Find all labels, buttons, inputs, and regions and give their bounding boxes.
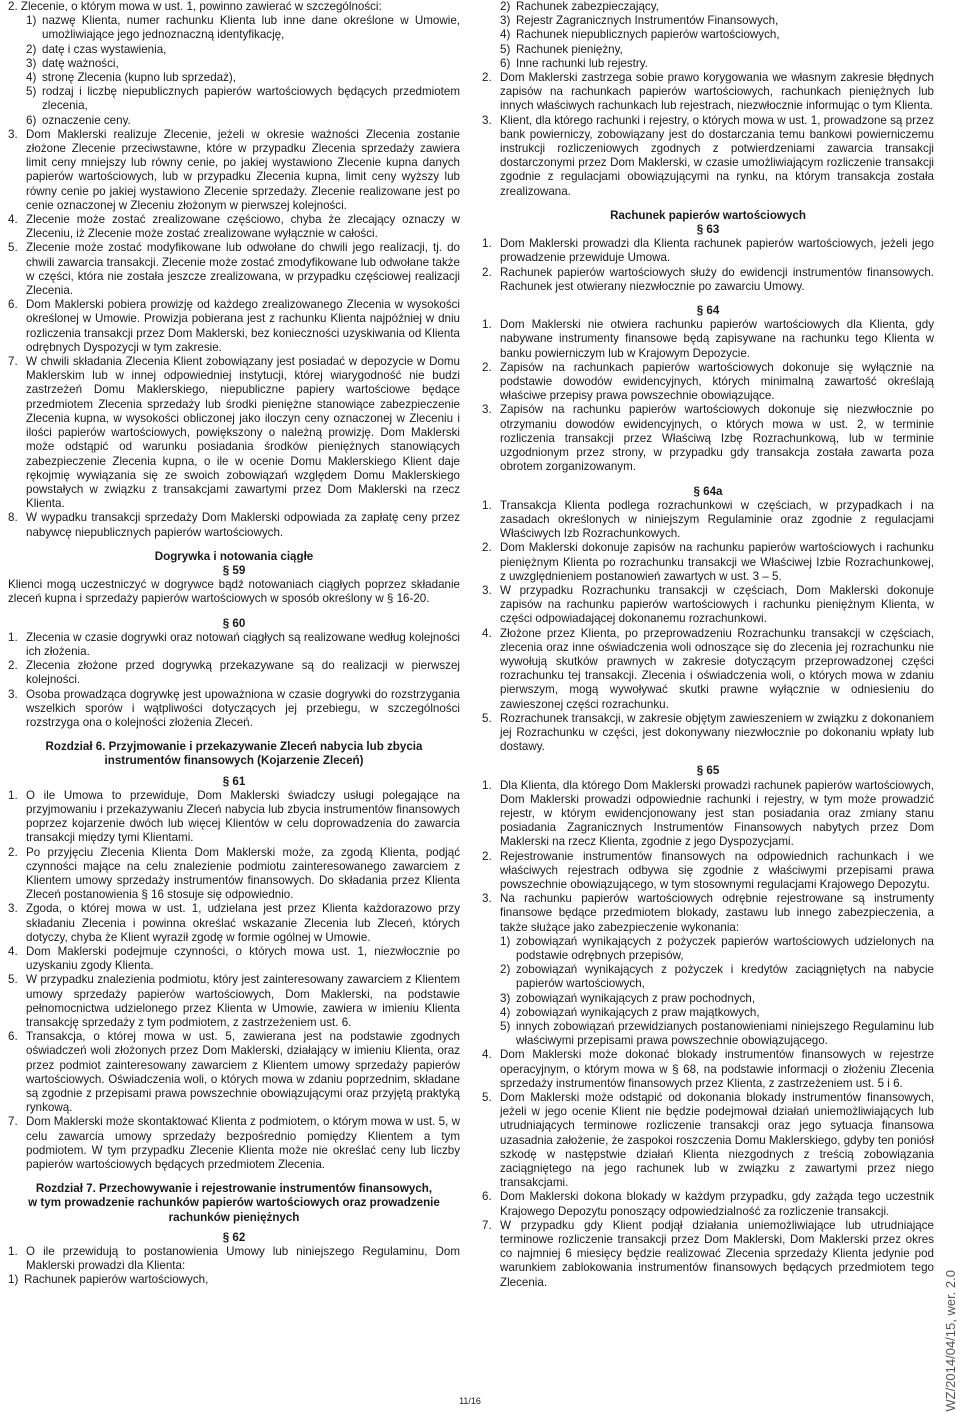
item-number: 5. bbox=[8, 973, 18, 987]
list-item bbox=[8, 355, 460, 511]
item-number: 2. bbox=[482, 71, 492, 85]
list-item bbox=[482, 499, 934, 542]
item-number: 5. bbox=[482, 1091, 492, 1105]
section-63-items bbox=[482, 237, 934, 294]
list-item bbox=[8, 128, 460, 213]
list-item bbox=[482, 1190, 934, 1218]
list-item bbox=[8, 511, 460, 539]
item-text: Dom Maklerski pobiera prowizję od każdego zrealizowanego Zlecenia w wysokości określonej w Umowie. Prowizja pobierana jest z rachunku Klienta najpóźniej w dniu rozliczenia transakcji przez Dom Maklerski, bez konieczności uzyskiwania od Klienta odrębnych Dyspozycji w tym zakresie. bbox=[26, 298, 460, 354]
sub-list-item bbox=[500, 43, 934, 57]
item-number: 3. bbox=[482, 403, 492, 417]
item-text: Dom Maklerski prowadzi dla Klienta rachunek papierów wartościowych, jeżeli jego prowadzenie przewiduje Umowa. bbox=[500, 237, 934, 265]
item-text: Dom Maklerski realizuje Zlecenie, jeżeli w okresie ważności Zlecenia zostanie złożone Zlecenie przeciwstawne, które w przypadku Zlecenia sprzedaży zawiera limit ceny mniejszy lub równy cenie, po jakiej wystawiono Zlecenie kupna danych papierów wartościowych, lub w przypadku Zlecenia kupna, limit ceny wyższy lub równy cenie po jakiej wystawiono Zlecenie sprzedaży. Zlecenie realizowane jest po cenie oznaczonej w Zleceniu złożonym w pierwszej kolejności. bbox=[26, 127, 460, 212]
list-item bbox=[8, 973, 460, 1030]
item-text: Rejestrowanie instrumentów finansowych na odpowiednich rachunkach i we właściwych rejestrach odbywa się zgodnie z właściwymi przepisami prawa powszechnie obowiązującego, w tym stosownymi regulacjami Krajowego Depozytu. bbox=[500, 849, 934, 891]
list-item bbox=[482, 627, 934, 712]
item-text: zobowiązań wynikających z pożyczek i kredytów zaciągniętych na nabycie papierów wartościowych, bbox=[516, 963, 934, 991]
list-item bbox=[8, 688, 460, 731]
item-text: Osoba prowadząca dogrywkę jest upoważniona w czasie dogrywki do rozstrzygania wszelkich sporów i wątpliwości dotyczących jej przebiegu, w szczególności rozstrzyga ona o kolejności złożenia Zleceń. bbox=[26, 687, 460, 729]
list-item bbox=[8, 213, 460, 241]
list-item bbox=[482, 318, 934, 361]
item-text: Po przyjęciu Zlecenia Klienta Dom Maklerski może, za zgodą Klienta, podjąć czynności mające na celu znalezienie podmiotu zainteresowanego zawarciem z Klientem umowy sprzedaży instrumentów finansowych. Do składania przez Klienta Zleceń postanowienia § 16 stosuje się odpowiednio. bbox=[26, 845, 460, 902]
list-item bbox=[8, 902, 460, 945]
item-number: 1. bbox=[8, 788, 18, 802]
item-text: innych zobowiązań przewidzianych postanowieniami niniejszego Regulaminu lub właściwymi przepisami prawa powszechnie obowiązującego. bbox=[516, 1020, 934, 1048]
item-number: 3. bbox=[8, 902, 18, 916]
paragraph-65-heading: § 65 bbox=[696, 764, 720, 778]
left-column bbox=[8, 0, 460, 1288]
list-item bbox=[8, 1030, 460, 1115]
list-item bbox=[8, 846, 460, 903]
item-number: 1) bbox=[8, 1273, 19, 1287]
section-62-items bbox=[482, 71, 934, 199]
item-text: Złożone przez Klienta, po przeprowadzeniu Rozrachunku transakcji w częściach, zlecenia oraz inne oświadczenia woli odnoszące się do zlecenia jej rozrachunku nie wywołują skutków prawnych w zakresie dotyczącym przeprowadzonej części rozrachunku tej transakcji. Zlecenia i oświadczenia woli, o których mowa w zdaniu pierwszym, mogą wywoływać skutki prawne wyłącznie w odniesieniu do zawieszonej części rozrachunku. bbox=[500, 626, 934, 711]
list-item bbox=[8, 659, 460, 687]
item-number: 4. bbox=[482, 626, 492, 640]
sub-list-item bbox=[26, 43, 460, 57]
item-text: rodzaj i liczbę niepublicznych papierów wartościowych będących przedmiotem zlecenia, bbox=[42, 85, 460, 113]
item-number: 8. bbox=[8, 511, 18, 525]
sub-list-item bbox=[500, 57, 934, 71]
list-item bbox=[482, 850, 934, 893]
item-text: Klient, dla którego rachunki i rejestry, o których mowa w ust. 1, prowadzone są przez bank powierniczy, zobowiązany jest do dostarczania temu bankowi powierniczemu instrukcji rozliczeniowych zgodnych z potwierdzeniami zawarcia transakcji dostarczonymi przez Dom Maklerski, w czasie umożliwiającym rozliczenie transakcji zgodnie z regulacjami obowiązującymi na rynku, na którym transakcja została zrealizowana. bbox=[500, 113, 934, 198]
item-text: W wypadku transakcji sprzedaży Dom Maklerski odpowiada za zapłatę ceny przez nabywcę niepublicznych papierów wartościowych. bbox=[26, 511, 460, 539]
item-number: 2. bbox=[482, 265, 492, 279]
paragraph-63-heading: § 63 bbox=[696, 223, 720, 237]
item-number: 1) bbox=[500, 934, 511, 948]
paragraph-62-heading: § 62 bbox=[222, 1230, 246, 1244]
item-number: 4) bbox=[500, 28, 511, 42]
heading-rozdzial-7-line1: Rozdział 7. Przechowywanie i rejestrowanie instrumentów finansowych, bbox=[35, 1182, 433, 1196]
item-text: Dom Maklerski dokona blokady w każdym przypadku, gdy zażąda tego uczestnik Krajowego Depozytu ponoszący odpowiedzialność za rozliczenie transakcji. bbox=[500, 1190, 934, 1218]
item-text: datę i czas wystawienia, bbox=[42, 42, 167, 56]
section-61-items bbox=[8, 789, 460, 1172]
item-text: Zlecenie może zostać modyfikowane lub odwołane do chwili jego realizacji, tj. do chwili zawarcia transakcji. Zlecenie może zostać zmodyfikowane lub odwołane także w części, która nie została jeszcze zrealizowana, w przypadku częściowej realizacji Zlecenia. bbox=[26, 241, 460, 298]
item-text: O ile Umowa to przewiduje, Dom Maklerski świadczy usługi polegające na przyjmowaniu i przekazywaniu Zleceń nabycia lub zbycia instrumentów finansowych poprzez kojarzenie dwóch lub więcej Klientów w celu doprowadzenia do zawarcia transakcji między tymi Klientami. bbox=[26, 788, 460, 845]
item-number: 3. bbox=[8, 127, 18, 141]
sub-list-item bbox=[8, 1273, 460, 1287]
intro-sublist bbox=[8, 14, 460, 128]
list-item bbox=[482, 541, 934, 584]
section-58-items bbox=[8, 128, 460, 540]
item-number: 2) bbox=[26, 42, 37, 56]
item-number: 1. bbox=[8, 630, 18, 644]
heading-rozdzial-6-line2: instrumentów finansowych (Kojarzenie Zleceń) bbox=[104, 754, 364, 768]
sub-list-item bbox=[500, 1020, 934, 1048]
item-text: W przypadku gdy Klient podjął działania uniemożliwiające lub utrudniające terminowe rozliczenie transakcji przez Dom Maklerski, Dom Maklerski przez okres co najmniej 6 miesięcy będzie realizować Zlecenia sprzedaży Klienta jedynie pod warunkiem zablokowania instrumentów finansowych będących przedmiotem tego Zlecenia. bbox=[500, 1218, 934, 1289]
item-number: 5) bbox=[26, 85, 37, 99]
item-number: 6) bbox=[500, 56, 511, 70]
list-item bbox=[8, 631, 460, 659]
item-number: 3) bbox=[26, 56, 37, 70]
item-text: datę ważności, bbox=[42, 56, 119, 70]
item-number: 3. bbox=[8, 687, 18, 701]
section-65-items-continued bbox=[482, 1048, 934, 1289]
heading-dogrywka: Dogrywka i notowania ciągłe bbox=[154, 549, 314, 563]
list-item bbox=[8, 789, 460, 846]
item-text: W przypadku znalezienia podmiotu, który jest zainteresowany zawarciem z Klientem umowy sprzedaży papierów wartościowych, Dom Maklerski, na podstawie pełnomocnictwa udzielonego przez Klienta w Umowie, zawiera w imieniu Klienta transakcję sprzedaży z tym podmiotem, z zastrzeżeniem ust. 6. bbox=[26, 973, 460, 1030]
sub-list-item bbox=[26, 71, 460, 85]
item-number: 1. bbox=[482, 318, 492, 332]
paragraph-64-heading: § 64 bbox=[696, 304, 720, 318]
item-number: 7. bbox=[482, 1218, 492, 1232]
item-number: 1. bbox=[482, 498, 492, 512]
item-number: 3. bbox=[482, 113, 492, 127]
list-item bbox=[482, 403, 934, 474]
sub-list-item bbox=[500, 14, 934, 28]
item-number: 2. bbox=[482, 849, 492, 863]
paragraph-64a-heading: § 64a bbox=[693, 484, 723, 498]
item-number: 5) bbox=[500, 1020, 511, 1034]
heading-rozdzial-6-line1: Rozdział 6. Przyjmowanie i przekazywanie Zleceń nabycia lub zbycia bbox=[45, 740, 423, 754]
sub-list-item bbox=[26, 114, 460, 128]
sub-list-item bbox=[26, 57, 460, 71]
item-number: 2) bbox=[500, 963, 511, 977]
item-text: Zlecenie może zostać zrealizowane częściowo, chyba że zlecający oznaczy w Zleceniu, iż Zlecenie może zostać zrealizowane wyłącznie w całości. bbox=[26, 213, 460, 241]
item-number: 7. bbox=[8, 1115, 18, 1129]
item-text: zobowiązań wynikających z praw majątkowych, bbox=[516, 1005, 760, 1019]
item-number: 5) bbox=[500, 42, 511, 56]
item-number: 6. bbox=[8, 298, 18, 312]
item-text: Dom Maklerski może odstąpić od dokonania blokady instrumentów finansowych, jeżeli w jego ocenie Klient nie będzie podejmował działań uniemożliwiających lub utrudniających terminowe rozliczenie transakcji oraz jego sytuacja finansowa uzasadnia założenie, że zaspokoi roszczenia Domu Maklerskiego, gdyby ten poniósł szkodę w następstwie działań Klienta niezgodnych z treścią zobowiązania zaciągniętego na jego rachunek lub w związku z zawartymi przez niego transakcjami. bbox=[500, 1091, 934, 1190]
item-number: 3. bbox=[482, 583, 492, 597]
list-item bbox=[482, 1091, 934, 1190]
item-text: Dom Maklerski może dokonać blokady instrumentów finansowych w rejestrze operacyjnym, o którym mowa w § 68, na podstawie informacji o złożeniu Zlecenia sprzedaży instrumentów finansowych przez Klienta, z zastrzeżeniem ust. 5 i 6. bbox=[500, 1048, 934, 1090]
list-item bbox=[482, 1219, 934, 1290]
item-text: nazwę Klienta, numer rachunku Klienta lub inne dane określone w Umowie, umożliwiające jego jednoznaczną identyfikację, bbox=[42, 14, 460, 42]
item-text: Rachunek zabezpieczający, bbox=[516, 0, 659, 13]
item-text: Rozrachunek transakcji, w zakresie objętym zawieszeniem w związku z dokonaniem jej Rozrachunku w części, jest dokonywany niezwłocznie po dokonaniu wpłaty lub dostawy. bbox=[500, 711, 934, 754]
item-number: 1. bbox=[482, 237, 492, 251]
sub-list-item bbox=[500, 963, 934, 991]
list-item bbox=[8, 298, 460, 355]
section-65-items bbox=[482, 779, 934, 935]
item-text: Zapisów na rachunku papierów wartościowych dokonuje się niezwłocznie po otrzymaniu dowodów ewidencyjnych, o których mowa w ust. 2, w terminie rozliczenia transakcji przez Właściwą Izbę Rozrachunkową, lub w terminie uzgodnionym przez strony, w przypadku gdy transakcja została zawarta poza obrotem zorganizowanym. bbox=[500, 403, 934, 474]
item-number: 7. bbox=[8, 355, 18, 369]
intro-item: 2. Zlecenie, o którym mowa w ust. 1, powinno zawierać w szczególności: bbox=[8, 0, 382, 13]
item-number: 4) bbox=[26, 71, 37, 85]
item-text: Transakcja, o której mowa w ust. 5, zawierana jest na podstawie zgodnych oświadczeń woli złożonych przez Dom Maklerski, działający w imieniu Klienta, oraz przez podmiot zainteresowany zawarciem z Klientem umowy sprzedaży papierów wartościowych. Oświadczenia woli, o których mowa w zdaniu poprzednim, składane są zgodnie z przepisami prawa powszechnie obowiązującymi oraz przyjętą praktyką rynkową. bbox=[26, 1030, 460, 1115]
item-number: 2. bbox=[8, 659, 18, 673]
list-item bbox=[8, 1245, 460, 1273]
item-number: 5. bbox=[482, 711, 492, 725]
list-item bbox=[482, 712, 934, 755]
item-text: Dom Maklerski podejmuje czynności, o których mowa ust. 1, niezwłocznie po uzyskaniu zgody Klienta. bbox=[26, 945, 460, 973]
item-number: 3) bbox=[500, 14, 511, 28]
item-text: Rachunek papierów wartościowych, bbox=[24, 1273, 209, 1287]
sub-list-item bbox=[26, 14, 460, 42]
heading-rozdzial-7-line2: w tym prowadzenie rachunków papierów wartościowych oraz prowadzenie bbox=[28, 1196, 440, 1210]
item-number: 2. bbox=[482, 360, 492, 374]
item-number: 6. bbox=[8, 1030, 18, 1044]
item-text: Zlecenia w czasie dogrywki oraz notowań ciągłych są realizowane według kolejności ich złożenia. bbox=[26, 630, 460, 658]
list-item bbox=[482, 237, 934, 265]
item-number: 1. bbox=[8, 1245, 18, 1259]
item-number: 4. bbox=[8, 945, 18, 958]
sub-list-item bbox=[500, 992, 934, 1006]
page-number: 11/16 bbox=[459, 1396, 481, 1406]
item-number: 4) bbox=[500, 1005, 511, 1019]
item-text: Dom Maklerski dokonuje zapisów na rachunku papierów wartościowych i rachunku pieniężnym Klienta po rozrachunku transakcji we Właściwej Izbie Rozrachunkowej, z uwzględnieniem postanowień zawartych w ust. 3 – 5. bbox=[500, 541, 934, 583]
right-column bbox=[482, 0, 934, 1290]
item-number: 3) bbox=[500, 991, 511, 1005]
item-text: Dom Maklerski nie otwiera rachunku papierów wartościowych dla Klienta, gdy nabywane instrumenty finansowe będą zapisywane na rachunku tego Klienta w banku powierniczym lub w Krajowym Depozycie. bbox=[500, 318, 934, 360]
section-62-sublist bbox=[482, 0, 934, 71]
item-number: 4. bbox=[8, 213, 18, 227]
item-text: O ile przewidują to postanowienia Umowy lub niniejszego Regulaminu, Dom Maklerski prowadzi dla Klienta: bbox=[26, 1245, 460, 1273]
item-text: Zgoda, o której mowa w ust. 1, udzielana jest przez Klienta każdorazowo przy składaniu Zlecenia i powinna określać wskazanie Zlecenia lub Zleceń, których dotyczy, chyba że Klient wyraził zgodę w formie ogólnej w Umowie. bbox=[26, 902, 460, 944]
item-text: W chwili składania Zlecenia Klient zobowiązany jest posiadać w depozycie w Domu Maklerskim lub w innej odpowiedniej instytucji, której wiarygodność nie budzi zastrzeżeń Domu Maklerskiego, niepubliczne papiery wartościowe będące przedmiotem Zlecenia sprzedaży lub środki pieniężne stanowiące zabezpieczenie Zlecenia kupna, w wysokości obliczonej jako iloczyn ceny oznaczonej w Zleceniu i ilości papierów wartościowych, powiększony o należną prowizję. Dom Maklerski może odstąpić od warunku posiadania środków pieniężnych stanowiących zabezpieczenie Zlecenia kupna, o ile w ocenie Domu Maklerskiego Klient daje rękojmię wywiązania się ze swoich zobowiązań względem Domu Maklerskiego powstałych w związku z transakcjami zawartymi przez Dom Maklerski na rzecz Klienta. bbox=[26, 355, 460, 511]
item-number: 6) bbox=[26, 113, 37, 127]
item-number: 4. bbox=[482, 1048, 492, 1062]
list-item bbox=[482, 779, 934, 850]
item-text: W przypadku Rozrachunku transakcji w częściach, Dom Maklerski dokonuje zapisów na rachunku papierów wartościowych i rachunku pieniężnym Klienta, w części odpowiadającej dokonanemu rozrachunkowi. bbox=[500, 583, 934, 626]
item-number: 1. bbox=[482, 778, 492, 792]
item-text: oznaczenie ceny. bbox=[42, 113, 131, 127]
list-item bbox=[482, 892, 934, 935]
list-item bbox=[8, 241, 460, 298]
item-number: 3. bbox=[482, 892, 492, 906]
item-text: Inne rachunki lub rejestry. bbox=[516, 56, 648, 70]
heading-rachunek: Rachunek papierów wartościowych bbox=[610, 208, 806, 222]
list-item bbox=[482, 1048, 934, 1091]
list-item bbox=[8, 945, 460, 973]
item-text: Rachunek pieniężny, bbox=[516, 42, 623, 56]
list-item bbox=[482, 114, 934, 199]
item-number: 6. bbox=[482, 1190, 492, 1204]
paragraph-60-heading: § 60 bbox=[222, 616, 246, 630]
item-text: Dom Maklerski zastrzega sobie prawo korygowania we własnym zakresie błędnych zapisów na rachunkach papierów wartościowych, rachunkach pieniężnych lub innych właściwych rachunkach lub rejestrach, niezwłocznie informując o tym Klienta. bbox=[500, 71, 934, 113]
document-version-code: WZ/2014/04/15, wer. 2.0 bbox=[943, 1270, 958, 1412]
list-item bbox=[482, 361, 934, 404]
section-64-items bbox=[482, 318, 934, 474]
section-65-sublist bbox=[482, 935, 934, 1049]
item-text: Rachunek papierów wartościowych służy do ewidencji instrumentów finansowych. Rachunek jest otwierany niezwłocznie po zawarciu Umowy. bbox=[500, 265, 934, 293]
paragraph-59-heading: § 59 bbox=[222, 563, 246, 577]
item-text: Transakcja Klienta podlega rozrachunkowi w częściach, w przypadkach i na zasadach określonych w niniejszym Regulaminie oraz zgodnie z regulacjami Właściwych Izb Rozrachunkowych. bbox=[500, 498, 934, 541]
sub-list-item bbox=[500, 935, 934, 963]
item-number: 2) bbox=[500, 0, 511, 13]
item-number: 2. bbox=[8, 845, 18, 859]
item-text: Dom Maklerski może skontaktować Klienta z podmiotem, o którym mowa w ust. 5, w celu zawarcia umowy sprzedaży bezpośrednio pomiędzy Klientem a tym podmiotem. W tym przypadku Zlecenie Klienta może nie określać ceny lub liczby papierów wartościowych będących przedmiotem Zlecenia. bbox=[26, 1115, 460, 1172]
item-text: Dla Klienta, dla którego Dom Maklerski prowadzi rachunek papierów wartościowych, Dom Maklerski prowadzi odpowiednie rachunki i rejestry, w tym może prowadzić rejestr, w którym ewidencjonowany jest stan posiadania oraz zmiany stanu posiadania Zagranicznych Instrumentów Finansowych nabytych przez Dom Maklerski na rzecz Klienta, zgodnie z jego Dyspozycjami. bbox=[500, 778, 934, 849]
item-number: 1) bbox=[26, 14, 37, 28]
section-60-items bbox=[8, 631, 460, 730]
item-text: zobowiązań wynikających z pożyczek papierów wartościowych udzielonych na podstawie odrębnych przepisów, bbox=[516, 934, 934, 962]
item-text: stronę Zlecenia (kupno lub sprzedaż), bbox=[42, 71, 236, 85]
sub-list-item bbox=[500, 0, 934, 14]
heading-rozdzial-7-line3: rachunków pieniężnych bbox=[168, 1210, 300, 1224]
paragraph-59-text: Klienci mogą uczestniczyć w dogrywce bądź notowaniach ciągłych poprzez składanie zleceń kupna i sprzedaży papierów wartościowych w sposób określony w § 16-20. bbox=[8, 578, 460, 606]
sub-list-item bbox=[500, 28, 934, 42]
item-number: 2. bbox=[482, 541, 492, 555]
item-text: Zlecenia złożone przed dogrywką przekazywane są do realizacji w pierwszej kolejności. bbox=[26, 659, 460, 687]
list-item bbox=[482, 71, 934, 114]
item-number: 5. bbox=[8, 241, 18, 255]
sub-list-item bbox=[26, 85, 460, 113]
list-item bbox=[482, 584, 934, 627]
item-text: Rejestr Zagranicznych Instrumentów Finansowych, bbox=[516, 14, 779, 28]
list-item bbox=[482, 266, 934, 294]
sub-list-item bbox=[500, 1006, 934, 1020]
section-64a-items bbox=[482, 499, 934, 755]
item-text: Na rachunku papierów wartościowych odrębnie rejestrowane są instrumenty finansowe będące przedmiotem blokady, zastawu lub innego zabezpieczenia, a także służące jako zabezpieczenie wykonania: bbox=[500, 892, 934, 934]
paragraph-61-heading: § 61 bbox=[222, 774, 246, 788]
item-text: Zapisów na rachunkach papierów wartościowych dokonuje się wyłącznie na podstawie dowodów ewidencyjnych, których minimalną zawartość określają właściwe przepisy prawa powszechnie obowiązujące. bbox=[500, 360, 934, 403]
list-item bbox=[8, 1115, 460, 1172]
item-text: Rachunek niepublicznych papierów wartościowych, bbox=[516, 28, 780, 42]
item-text: zobowiązań wynikających z praw pochodnych, bbox=[516, 991, 756, 1005]
